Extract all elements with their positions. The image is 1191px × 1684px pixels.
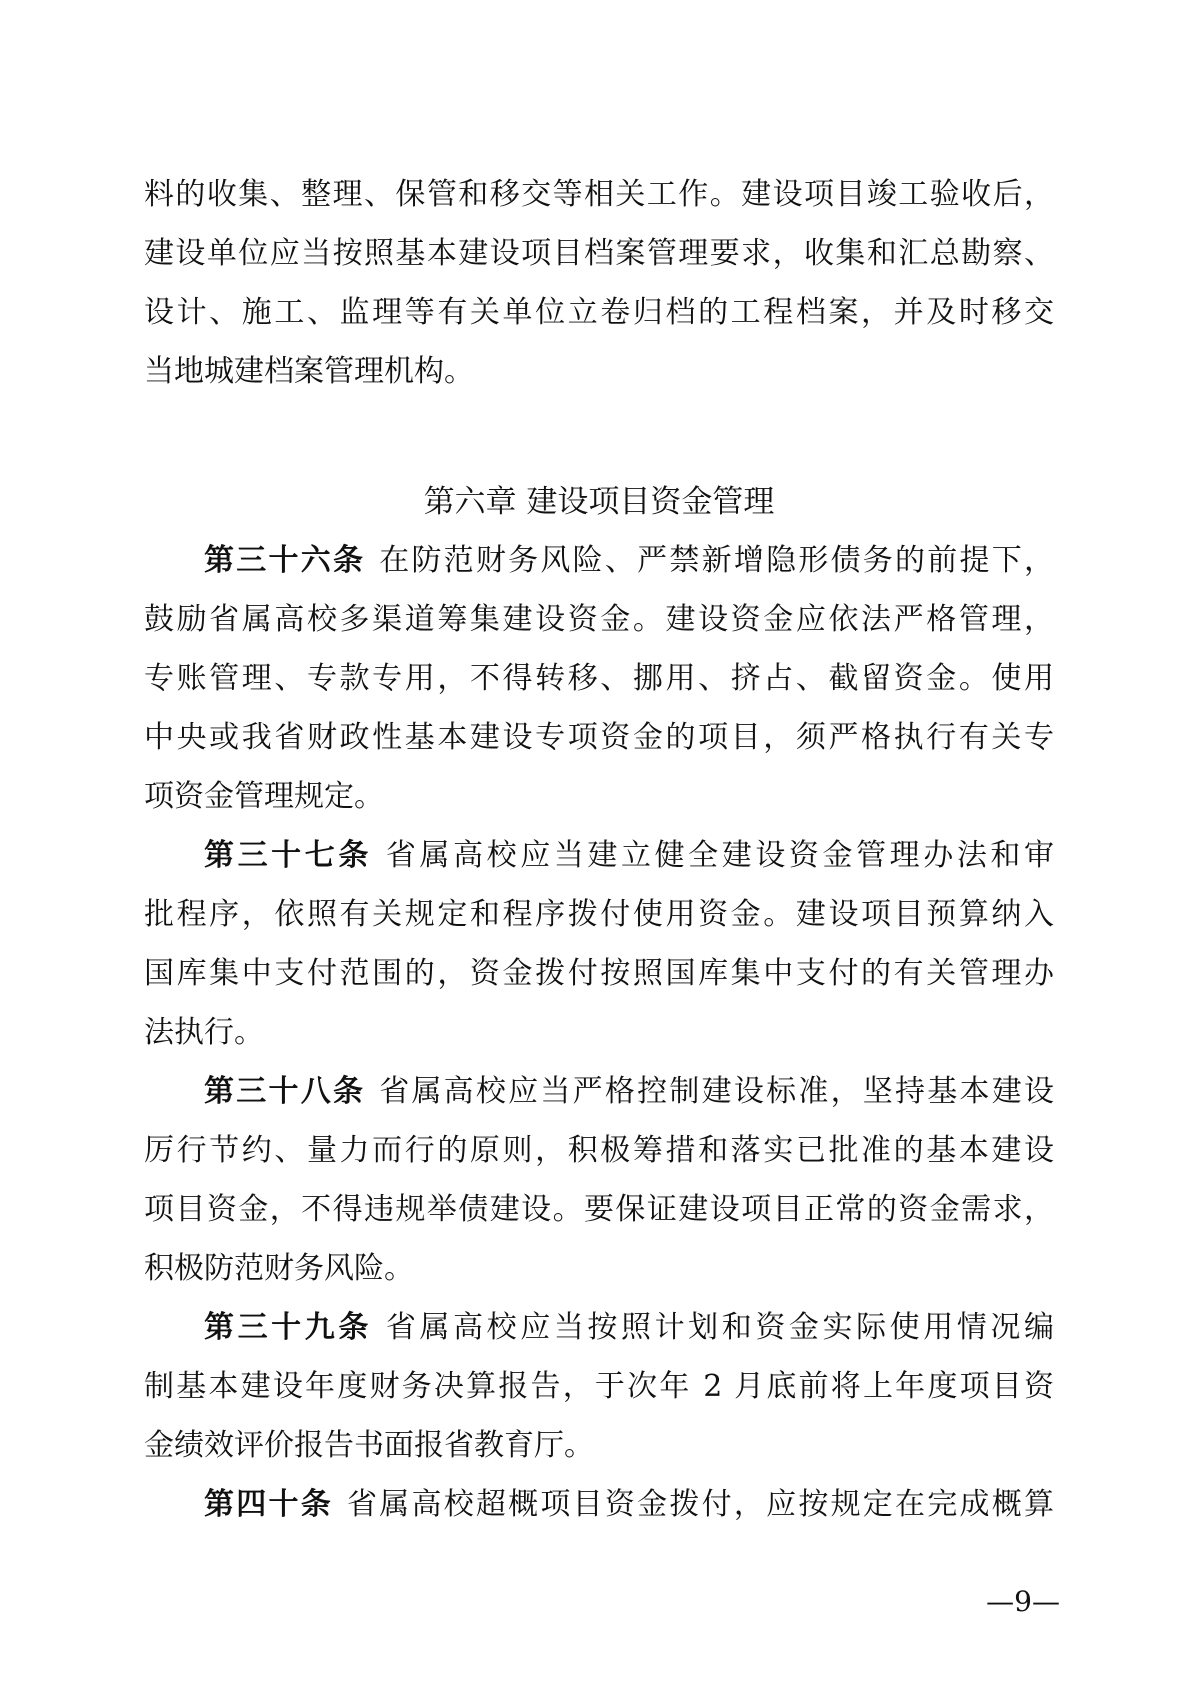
article-first-line — [204, 532, 1054, 590]
page-number: —9— — [986, 1585, 1060, 1618]
text-line: 法执行。 — [144, 1015, 264, 1050]
article-first-line — [204, 827, 1054, 885]
text-line: 厉行节约、量力而行的原则，积极筹措和落实已批准的基本建设 — [144, 1133, 1054, 1168]
text-line: 批程序，依照有关规定和程序拨付使用资金。建设项目预算纳入 — [144, 897, 1054, 932]
text-line: 在防范财务风险、严禁新增隐形债务的前提下， — [379, 543, 1055, 578]
article-first-line — [204, 1063, 1054, 1121]
text-line: 建设单位应当按照基本建设项目档案管理要求，收集和汇总勘察、 — [144, 236, 1054, 271]
text-line: 省属高校超概项目资金拨付，应按规定在完成概算 — [346, 1487, 1055, 1522]
text-line: 当地城建档案管理机构。 — [144, 354, 474, 389]
text-line: 制基本建设年度财务决算报告，于次年 2 月底前将上年度项目资 — [144, 1369, 1054, 1404]
article-label: 第三十七条 — [204, 838, 372, 873]
text-line: 省属高校应当按照计划和资金实际使用情况编 — [385, 1310, 1055, 1345]
article-label: 第四十条 — [204, 1487, 333, 1522]
article-label: 第三十九条 — [204, 1310, 372, 1345]
chapter-title: 第六章 建设项目资金管理 — [423, 484, 775, 520]
text-line: 中央或我省财政性基本建设专项资金的项目，须严格执行有关专 — [144, 720, 1054, 755]
article-first-line — [204, 1299, 1054, 1357]
text-line: 省属高校应当严格控制建设标准，坚持基本建设 — [379, 1074, 1055, 1109]
text-line: 料的收集、整理、保管和移交等相关工作。建设项目竣工验收后， — [144, 177, 1054, 212]
article-first-line — [204, 1476, 1054, 1534]
text-line: 省属高校应当建立健全建设资金管理办法和审 — [385, 838, 1055, 873]
text-line: 金绩效评价报告书面报省教育厅。 — [144, 1428, 594, 1463]
text-line: 项资金管理规定。 — [144, 779, 384, 814]
text-line: 项目资金，不得违规举债建设。要保证建设项目正常的资金需求， — [144, 1192, 1054, 1227]
text-line: 专账管理、专款专用，不得转移、挪用、挤占、截留资金。使用 — [144, 661, 1054, 696]
text-line: 国库集中支付范围的，资金拨付按照国库集中支付的有关管理办 — [144, 956, 1054, 991]
article-label: 第三十六条 — [204, 543, 366, 578]
text-line: 积极防范财务风险。 — [144, 1251, 414, 1286]
article-label: 第三十八条 — [204, 1074, 366, 1109]
text-line: 设计、施工、监理等有关单位立卷归档的工程档案，并及时移交 — [144, 295, 1054, 330]
text-line: 鼓励省属高校多渠道筹集建设资金。建设资金应依法严格管理， — [144, 602, 1054, 637]
